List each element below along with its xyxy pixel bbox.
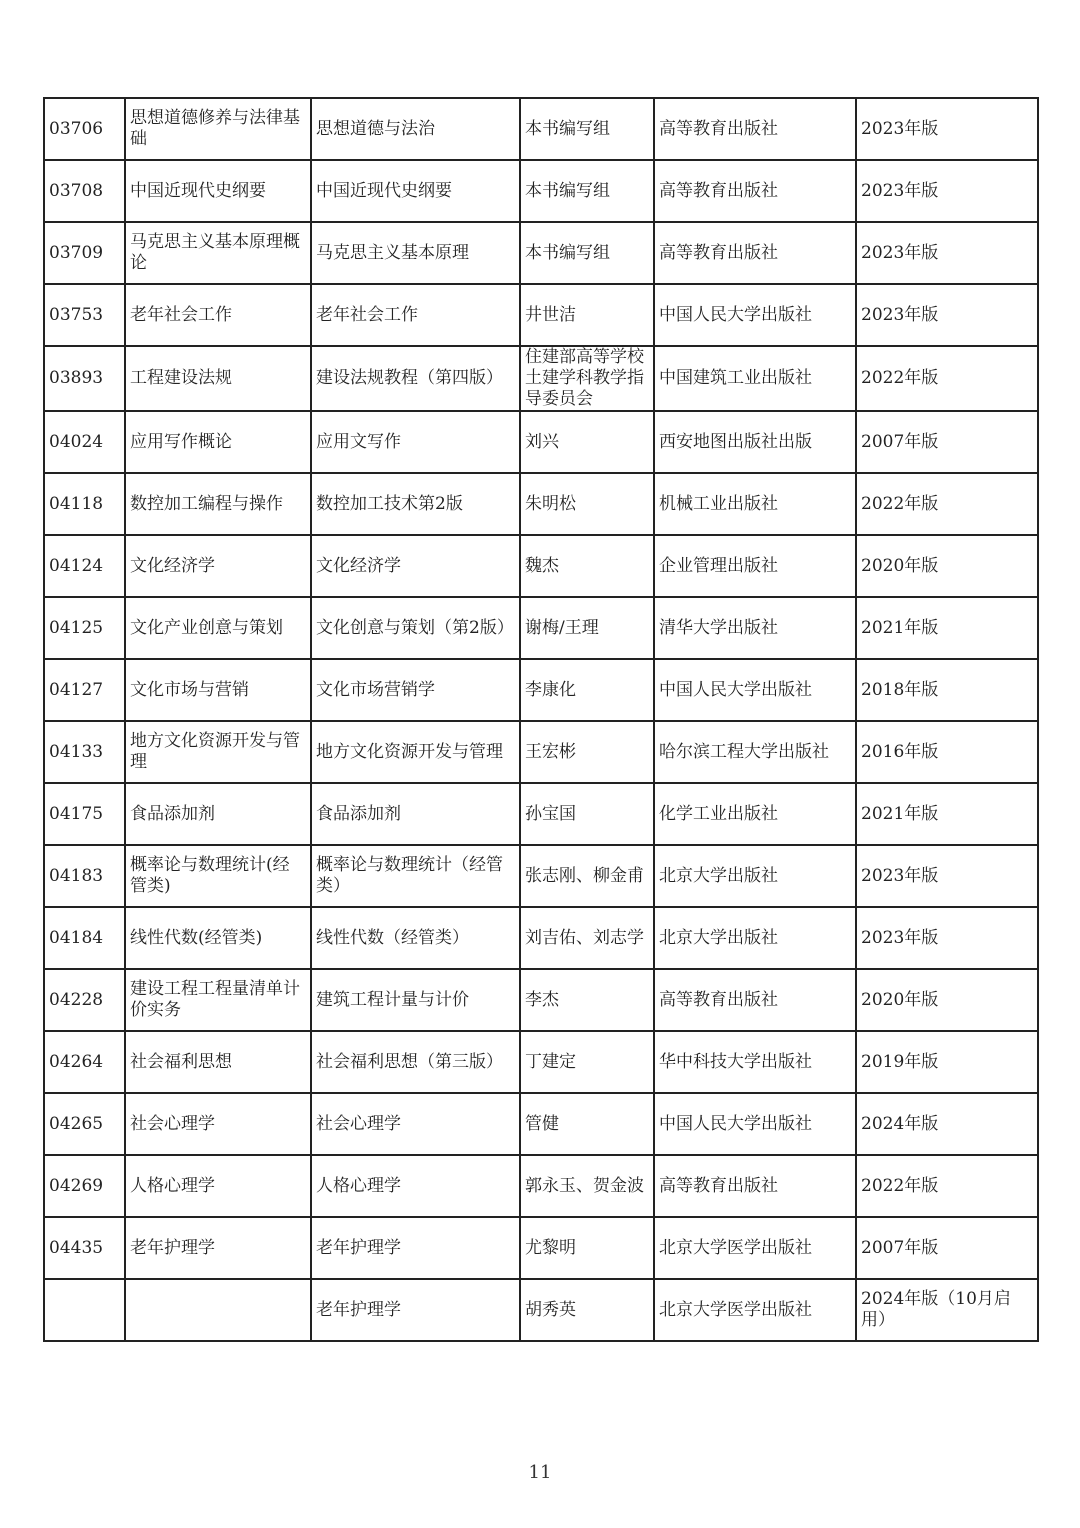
edition-cell: 2020年版 bbox=[856, 535, 1038, 597]
author-cell: 郭永玉、贺金波 bbox=[520, 1155, 654, 1217]
author-cell: 刘吉佑、刘志学 bbox=[520, 907, 654, 969]
edition-cell: 2023年版 bbox=[856, 98, 1038, 160]
table-row bbox=[44, 597, 1038, 659]
course-name-cell: 社会福利思想 bbox=[125, 1031, 311, 1093]
edition-cell: 2021年版 bbox=[856, 597, 1038, 659]
author-cell: 胡秀英 bbox=[520, 1279, 654, 1341]
table-row bbox=[44, 222, 1038, 284]
publisher-cell: 中国人民大学出版社 bbox=[654, 284, 856, 346]
textbook-name-cell: 文化经济学 bbox=[311, 535, 520, 597]
table-row bbox=[44, 98, 1038, 160]
author-cell: 尤黎明 bbox=[520, 1217, 654, 1279]
edition-cell: 2007年版 bbox=[856, 411, 1038, 473]
course-code-cell: 03706 bbox=[44, 98, 125, 160]
course-code-cell: 04024 bbox=[44, 411, 125, 473]
author-cell: 孙宝国 bbox=[520, 783, 654, 845]
course-name-cell: 应用写作概论 bbox=[125, 411, 311, 473]
table-row bbox=[44, 1279, 1038, 1341]
textbook-name-cell: 老年社会工作 bbox=[311, 284, 520, 346]
textbook-name-cell: 社会心理学 bbox=[311, 1093, 520, 1155]
course-name-cell: 文化经济学 bbox=[125, 535, 311, 597]
edition-cell: 2023年版 bbox=[856, 907, 1038, 969]
publisher-cell: 华中科技大学出版社 bbox=[654, 1031, 856, 1093]
publisher-cell: 北京大学出版社 bbox=[654, 845, 856, 907]
publisher-cell: 中国建筑工业出版社 bbox=[654, 346, 856, 411]
textbook-name-cell: 社会福利思想（第三版） bbox=[311, 1031, 520, 1093]
edition-cell: 2024年版 bbox=[856, 1093, 1038, 1155]
author-cell: 李康化 bbox=[520, 659, 654, 721]
author-cell: 王宏彬 bbox=[520, 721, 654, 783]
course-code-cell bbox=[44, 1279, 125, 1341]
textbook-name-cell: 老年护理学 bbox=[311, 1217, 520, 1279]
course-code-cell: 04118 bbox=[44, 473, 125, 535]
edition-cell: 2019年版 bbox=[856, 1031, 1038, 1093]
author-cell: 井世洁 bbox=[520, 284, 654, 346]
course-code-cell: 04228 bbox=[44, 969, 125, 1031]
edition-cell: 2023年版 bbox=[856, 284, 1038, 346]
publisher-cell: 化学工业出版社 bbox=[654, 783, 856, 845]
course-name-cell bbox=[125, 1279, 311, 1341]
textbook-table bbox=[43, 97, 1039, 1342]
author-cell: 李杰 bbox=[520, 969, 654, 1031]
course-code-cell: 04127 bbox=[44, 659, 125, 721]
table-row bbox=[44, 1031, 1038, 1093]
publisher-cell: 北京大学医学出版社 bbox=[654, 1217, 856, 1279]
course-name-cell: 文化产业创意与策划 bbox=[125, 597, 311, 659]
table-row bbox=[44, 1155, 1038, 1217]
course-code-cell: 04265 bbox=[44, 1093, 125, 1155]
textbook-name-cell: 人格心理学 bbox=[311, 1155, 520, 1217]
edition-cell: 2007年版 bbox=[856, 1217, 1038, 1279]
course-name-cell: 文化市场与营销 bbox=[125, 659, 311, 721]
table-row bbox=[44, 721, 1038, 783]
course-name-cell: 线性代数(经管类) bbox=[125, 907, 311, 969]
publisher-cell: 中国人民大学出版社 bbox=[654, 659, 856, 721]
publisher-cell: 北京大学医学出版社 bbox=[654, 1279, 856, 1341]
edition-cell: 2024年版（10月启用） bbox=[856, 1279, 1038, 1341]
edition-cell: 2023年版 bbox=[856, 160, 1038, 222]
course-code-cell: 04435 bbox=[44, 1217, 125, 1279]
textbook-name-cell: 建筑工程计量与计价 bbox=[311, 969, 520, 1031]
table-row bbox=[44, 659, 1038, 721]
course-name-cell: 人格心理学 bbox=[125, 1155, 311, 1217]
table-row bbox=[44, 535, 1038, 597]
course-code-cell: 04184 bbox=[44, 907, 125, 969]
author-cell: 张志刚、柳金甫 bbox=[520, 845, 654, 907]
table-row bbox=[44, 969, 1038, 1031]
textbook-name-cell: 地方文化资源开发与管理 bbox=[311, 721, 520, 783]
textbook-name-cell: 概率论与数理统计（经管类） bbox=[311, 845, 520, 907]
table-row bbox=[44, 160, 1038, 222]
textbook-name-cell: 食品添加剂 bbox=[311, 783, 520, 845]
publisher-cell: 高等教育出版社 bbox=[654, 222, 856, 284]
textbook-name-cell: 建设法规教程（第四版） bbox=[311, 346, 520, 411]
publisher-cell: 高等教育出版社 bbox=[654, 98, 856, 160]
course-name-cell: 建设工程工程量清单计价实务 bbox=[125, 969, 311, 1031]
course-name-cell: 食品添加剂 bbox=[125, 783, 311, 845]
author-cell: 丁建定 bbox=[520, 1031, 654, 1093]
author-cell: 刘兴 bbox=[520, 411, 654, 473]
edition-cell: 2016年版 bbox=[856, 721, 1038, 783]
table-row bbox=[44, 1217, 1038, 1279]
edition-cell: 2018年版 bbox=[856, 659, 1038, 721]
course-code-cell: 03708 bbox=[44, 160, 125, 222]
edition-cell: 2022年版 bbox=[856, 473, 1038, 535]
table-row bbox=[44, 907, 1038, 969]
course-code-cell: 04175 bbox=[44, 783, 125, 845]
course-code-cell: 03709 bbox=[44, 222, 125, 284]
course-name-cell: 工程建设法规 bbox=[125, 346, 311, 411]
textbook-name-cell: 文化创意与策划（第2版） bbox=[311, 597, 520, 659]
course-name-cell: 老年护理学 bbox=[125, 1217, 311, 1279]
publisher-cell: 高等教育出版社 bbox=[654, 1155, 856, 1217]
publisher-cell: 哈尔滨工程大学出版社 bbox=[654, 721, 856, 783]
table-row bbox=[44, 411, 1038, 473]
edition-cell: 2023年版 bbox=[856, 845, 1038, 907]
textbook-name-cell: 文化市场营销学 bbox=[311, 659, 520, 721]
course-name-cell: 马克思主义基本原理概论 bbox=[125, 222, 311, 284]
textbook-name-cell: 中国近现代史纲要 bbox=[311, 160, 520, 222]
publisher-cell: 西安地图出版社出版 bbox=[654, 411, 856, 473]
edition-cell: 2020年版 bbox=[856, 969, 1038, 1031]
edition-cell: 2023年版 bbox=[856, 222, 1038, 284]
publisher-cell: 北京大学出版社 bbox=[654, 907, 856, 969]
course-name-cell: 思想道德修养与法律基础 bbox=[125, 98, 311, 160]
textbook-name-cell: 应用文写作 bbox=[311, 411, 520, 473]
publisher-cell: 中国人民大学出版社 bbox=[654, 1093, 856, 1155]
textbook-name-cell: 思想道德与法治 bbox=[311, 98, 520, 160]
publisher-cell: 高等教育出版社 bbox=[654, 969, 856, 1031]
course-name-cell: 数控加工编程与操作 bbox=[125, 473, 311, 535]
publisher-cell: 高等教育出版社 bbox=[654, 160, 856, 222]
textbook-name-cell: 线性代数（经管类） bbox=[311, 907, 520, 969]
author-cell: 朱明松 bbox=[520, 473, 654, 535]
edition-cell: 2021年版 bbox=[856, 783, 1038, 845]
author-cell: 魏杰 bbox=[520, 535, 654, 597]
table-row bbox=[44, 783, 1038, 845]
author-cell: 谢梅/王理 bbox=[520, 597, 654, 659]
course-code-cell: 04133 bbox=[44, 721, 125, 783]
table-row bbox=[44, 1093, 1038, 1155]
table-row bbox=[44, 473, 1038, 535]
publisher-cell: 机械工业出版社 bbox=[654, 473, 856, 535]
author-cell: 本书编写组 bbox=[520, 98, 654, 160]
author-cell: 管健 bbox=[520, 1093, 654, 1155]
publisher-cell: 企业管理出版社 bbox=[654, 535, 856, 597]
page-number: 11 bbox=[528, 1462, 552, 1483]
table-row bbox=[44, 284, 1038, 346]
textbook-name-cell: 马克思主义基本原理 bbox=[311, 222, 520, 284]
course-code-cell: 04124 bbox=[44, 535, 125, 597]
course-code-cell: 04183 bbox=[44, 845, 125, 907]
course-name-cell: 地方文化资源开发与管理 bbox=[125, 721, 311, 783]
course-code-cell: 03893 bbox=[44, 346, 125, 411]
edition-cell: 2022年版 bbox=[856, 346, 1038, 411]
course-name-cell: 老年社会工作 bbox=[125, 284, 311, 346]
author-cell: 本书编写组 bbox=[520, 222, 654, 284]
course-code-cell: 04125 bbox=[44, 597, 125, 659]
publisher-cell: 清华大学出版社 bbox=[654, 597, 856, 659]
course-name-cell: 中国近现代史纲要 bbox=[125, 160, 311, 222]
course-code-cell: 04264 bbox=[44, 1031, 125, 1093]
textbook-table-body bbox=[44, 98, 1038, 1341]
textbook-name-cell: 老年护理学 bbox=[311, 1279, 520, 1341]
course-code-cell: 03753 bbox=[44, 284, 125, 346]
course-code-cell: 04269 bbox=[44, 1155, 125, 1217]
edition-cell: 2022年版 bbox=[856, 1155, 1038, 1217]
course-name-cell: 概率论与数理统计(经管类) bbox=[125, 845, 311, 907]
table-row bbox=[44, 346, 1038, 411]
author-cell: 本书编写组 bbox=[520, 160, 654, 222]
author-cell: 住建部高等学校土建学科教学指导委员会 bbox=[520, 346, 654, 411]
table-row bbox=[44, 845, 1038, 907]
course-name-cell: 社会心理学 bbox=[125, 1093, 311, 1155]
textbook-name-cell: 数控加工技术第2版 bbox=[311, 473, 520, 535]
